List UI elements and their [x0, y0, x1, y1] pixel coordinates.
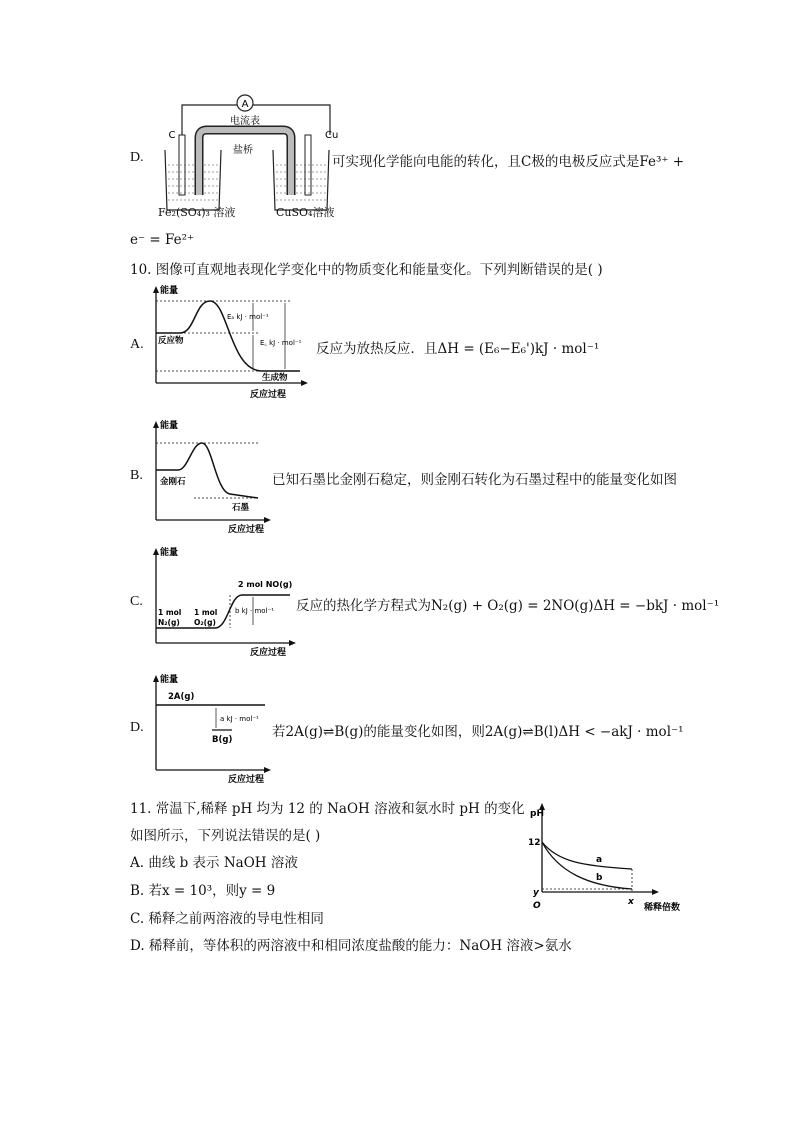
curve-a-label: a [596, 855, 603, 865]
svg-text:石墨: 石墨 [232, 503, 250, 513]
svg-text:N₂(g): N₂(g) [158, 618, 180, 627]
svg-text:2A(g): 2A(g) [168, 692, 195, 702]
svg-text:E꜀ kJ · mol⁻¹: E꜀ kJ · mol⁻¹ [260, 339, 302, 347]
q10-b-energy-diagram [150, 418, 275, 536]
salt-bridge-label: 盐桥 [233, 145, 253, 156]
q10-option-b-text: 已知石墨比金刚石稳定，则金刚石转化为石墨过程中的能量变化如图 [272, 472, 677, 488]
right-solution-label: CuSO₄溶液 [276, 206, 335, 219]
left-electrode-label: C [168, 130, 176, 141]
svg-text:反应过程: 反应过程 [228, 775, 265, 785]
q10-option-d-label: D. [130, 720, 144, 735]
svg-text:反应过程: 反应过程 [250, 390, 287, 400]
q10-option-c-label: C. [130, 594, 143, 609]
svg-text:O₂(g): O₂(g) [194, 618, 216, 627]
q11-option-c: C. 稀释之前两溶液的导电性相同 [130, 911, 324, 927]
svg-text:能量: 能量 [160, 286, 179, 296]
q10-option-c-text: 反应的热化学方程式为N₂(g) + O₂(g) = 2NO(g)ΔH = −bkJ · mol⁻¹ [296, 598, 720, 614]
svg-text:b kJ · mol⁻¹: b kJ · mol⁻¹ [235, 607, 275, 615]
svg-text:a kJ · mol⁻¹: a kJ · mol⁻¹ [220, 715, 259, 723]
svg-text:金刚石: 金刚石 [160, 477, 186, 487]
origin-label: O [533, 901, 541, 911]
right-electrode-label: Cu [325, 130, 339, 141]
ammeter-symbol: A [241, 99, 249, 110]
y-marker: y [533, 888, 539, 898]
ph-tick-12: 12 [528, 838, 541, 848]
left-solution-label: Fe₂(SO₄)₃ 溶液 [158, 206, 236, 219]
svg-text:2 mol NO(g): 2 mol NO(g) [238, 580, 293, 589]
q11-option-b: B. 若x = 10³，则y = 9 [130, 883, 276, 899]
svg-text:能量: 能量 [160, 675, 179, 685]
svg-text:反应过程: 反应过程 [228, 525, 265, 535]
q11-stem-line1: 11. 常温下,稀释 pH 均为 12 的 NaOH 溶液和氨水时 pH 的变化 [130, 801, 525, 817]
curve-b-label: b [596, 873, 603, 883]
svg-text:反应过程: 反应过程 [250, 648, 287, 658]
q9-option-d-label: D. [130, 150, 144, 165]
svg-text:Eₐ kJ · mol⁻¹: Eₐ kJ · mol⁻¹ [227, 313, 269, 321]
q11-option-a: A. 曲线 b 表示 NaOH 溶液 [130, 855, 298, 871]
q11-stem-line2: 如图所示，下列说法错误的是( ) [130, 828, 321, 844]
svg-text:生成物: 生成物 [262, 373, 288, 383]
q10-option-d-text: 若2A(g)⇌B(g)的能量变化如图，则2A(g)⇌B(l)ΔH < −akJ · mol⁻¹ [272, 724, 684, 740]
q10-option-a-text: 反应为放热反应．且ΔH = (E₆−E₆')kJ · mol⁻¹ [316, 341, 600, 357]
q10-d-energy-diagram [150, 672, 275, 784]
q11-ph-dilution-chart [528, 800, 698, 918]
x-axis-label: 稀释倍数 [644, 903, 681, 913]
svg-text:B(g): B(g) [212, 735, 233, 745]
curve-b [542, 842, 632, 889]
svg-text:能量: 能量 [160, 421, 179, 431]
q10-c-energy-diagram [150, 545, 300, 660]
q9-option-d-text: 可实现化学能向电能的转化，且C极的电极反应式是Fe³⁺ + [332, 154, 685, 170]
x-marker: x [628, 897, 634, 907]
q11-option-d: D. 稀释前，等体积的两溶液中和相同浓度盐酸的能力：NaOH 溶液>氨水 [130, 938, 572, 954]
curve-a [542, 842, 632, 869]
q10-stem: 10. 图像可直观地表现化学变化中的物质变化和能量变化。下列判断错误的是( ) [130, 262, 603, 278]
svg-text:反应物: 反应物 [158, 336, 184, 346]
q10-a-energy-diagram [150, 283, 315, 403]
q10-option-a-label: A. [130, 337, 144, 352]
ph-axis-label: pH [530, 809, 544, 819]
ammeter-label: 电流表 [230, 116, 260, 127]
q10-option-b-label: B. [130, 468, 143, 483]
svg-text:能量: 能量 [160, 548, 179, 558]
svg-text:1 mol: 1 mol [194, 608, 218, 617]
svg-text:1 mol: 1 mol [158, 608, 182, 617]
q9-option-d-text-cont: e⁻ = Fe²⁺ [130, 232, 195, 248]
galvanic-cell-diagram [155, 90, 339, 220]
